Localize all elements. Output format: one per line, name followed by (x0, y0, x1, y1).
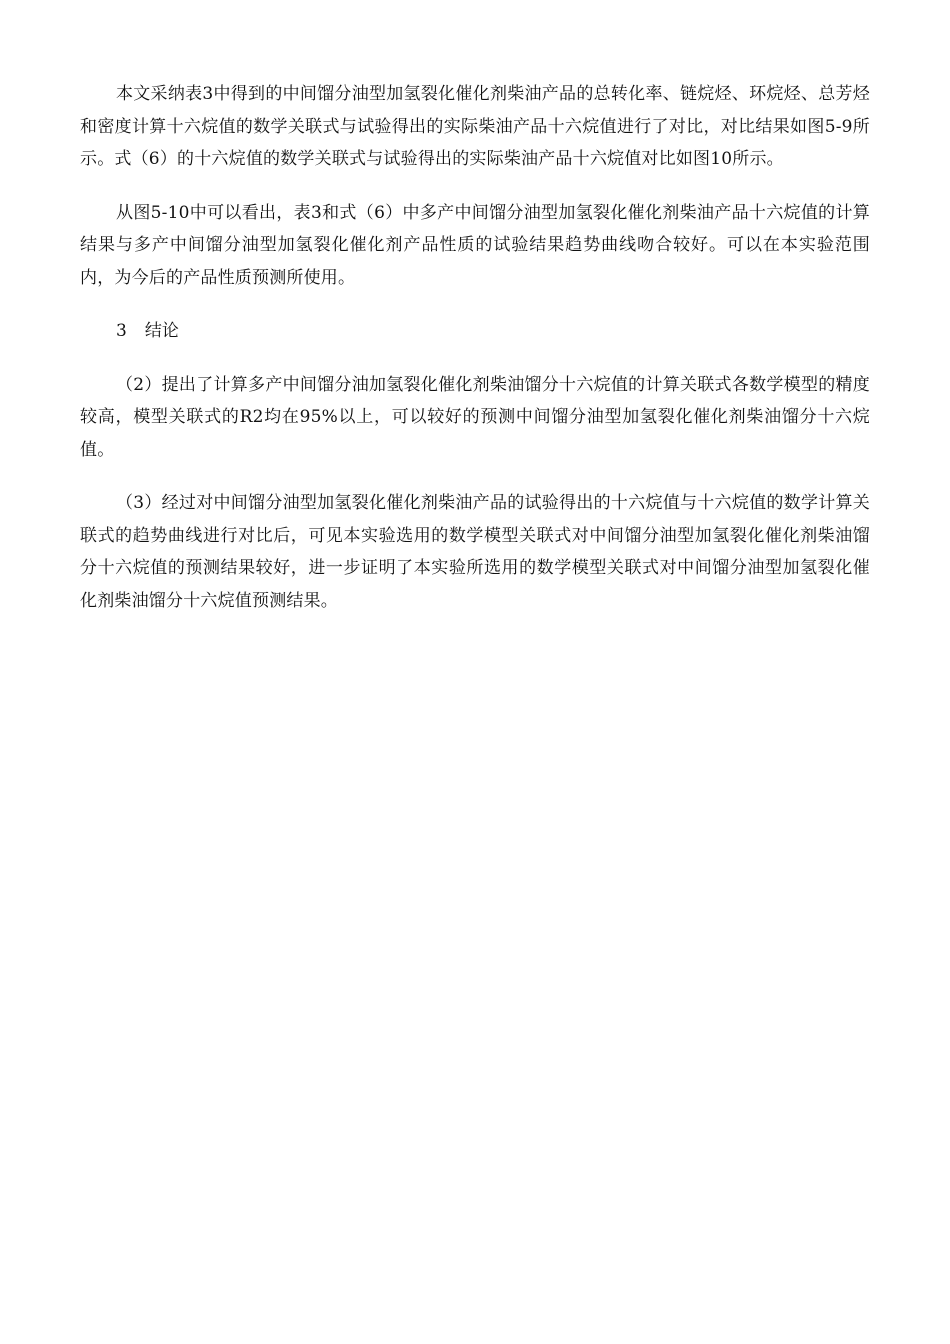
conclusion-item-2: （2）提出了计算多产中间馏分油加氢裂化催化剂柴油馏分十六烷值的计算关联式各数学模型的精度较高，模型关联式的R2均在95%以上，可以较好的预测中间馏分油型加氢裂化催化剂柴油馏分十六烷值。 (80, 374, 870, 460)
document-body (80, 78, 870, 638)
conclusion-item-3: （3）经过对中间馏分油型加氢裂化催化剂柴油产品的试验得出的十六烷值与十六烷值的数学计算关联式的趋势曲线进行对比后，可见本实验选用的数学模型关联式对中间馏分油型加氢裂化催化剂柴油馏分十六烷值的预测结果较好，进一步证明了本实验所选用的数学模型关联式对中间馏分油型加氢裂化催化剂柴油馏分十六烷值预测结果。 (80, 493, 870, 611)
section-title: 结论 (144, 321, 179, 341)
section-number: 3 (116, 321, 127, 341)
paragraph-comparison-intro: 本文采纳表3中得到的中间馏分油型加氢裂化催化剂柴油产品的总转化率、链烷烃、环烷烃、总芳烃和密度计算十六烷值的数学关联式与试验得出的实际柴油产品十六烷值进行了对比，对比结果如图5-9所示。式（6）的十六烷值的数学关联式与试验得出的实际柴油产品十六烷值对比如图10所示。 (80, 84, 870, 169)
section-heading-conclusion (80, 315, 870, 348)
paragraph-comparison-result: 从图5-10中可以看出，表3和式（6）中多产中间馏分油型加氢裂化催化剂柴油产品十六烷值的计算结果与多产中间馏分油型加氢裂化催化剂产品性质的试验结果趋势曲线吻合较好。可以在本实验范围内，为今后的产品性质预测所使用。 (80, 202, 870, 288)
